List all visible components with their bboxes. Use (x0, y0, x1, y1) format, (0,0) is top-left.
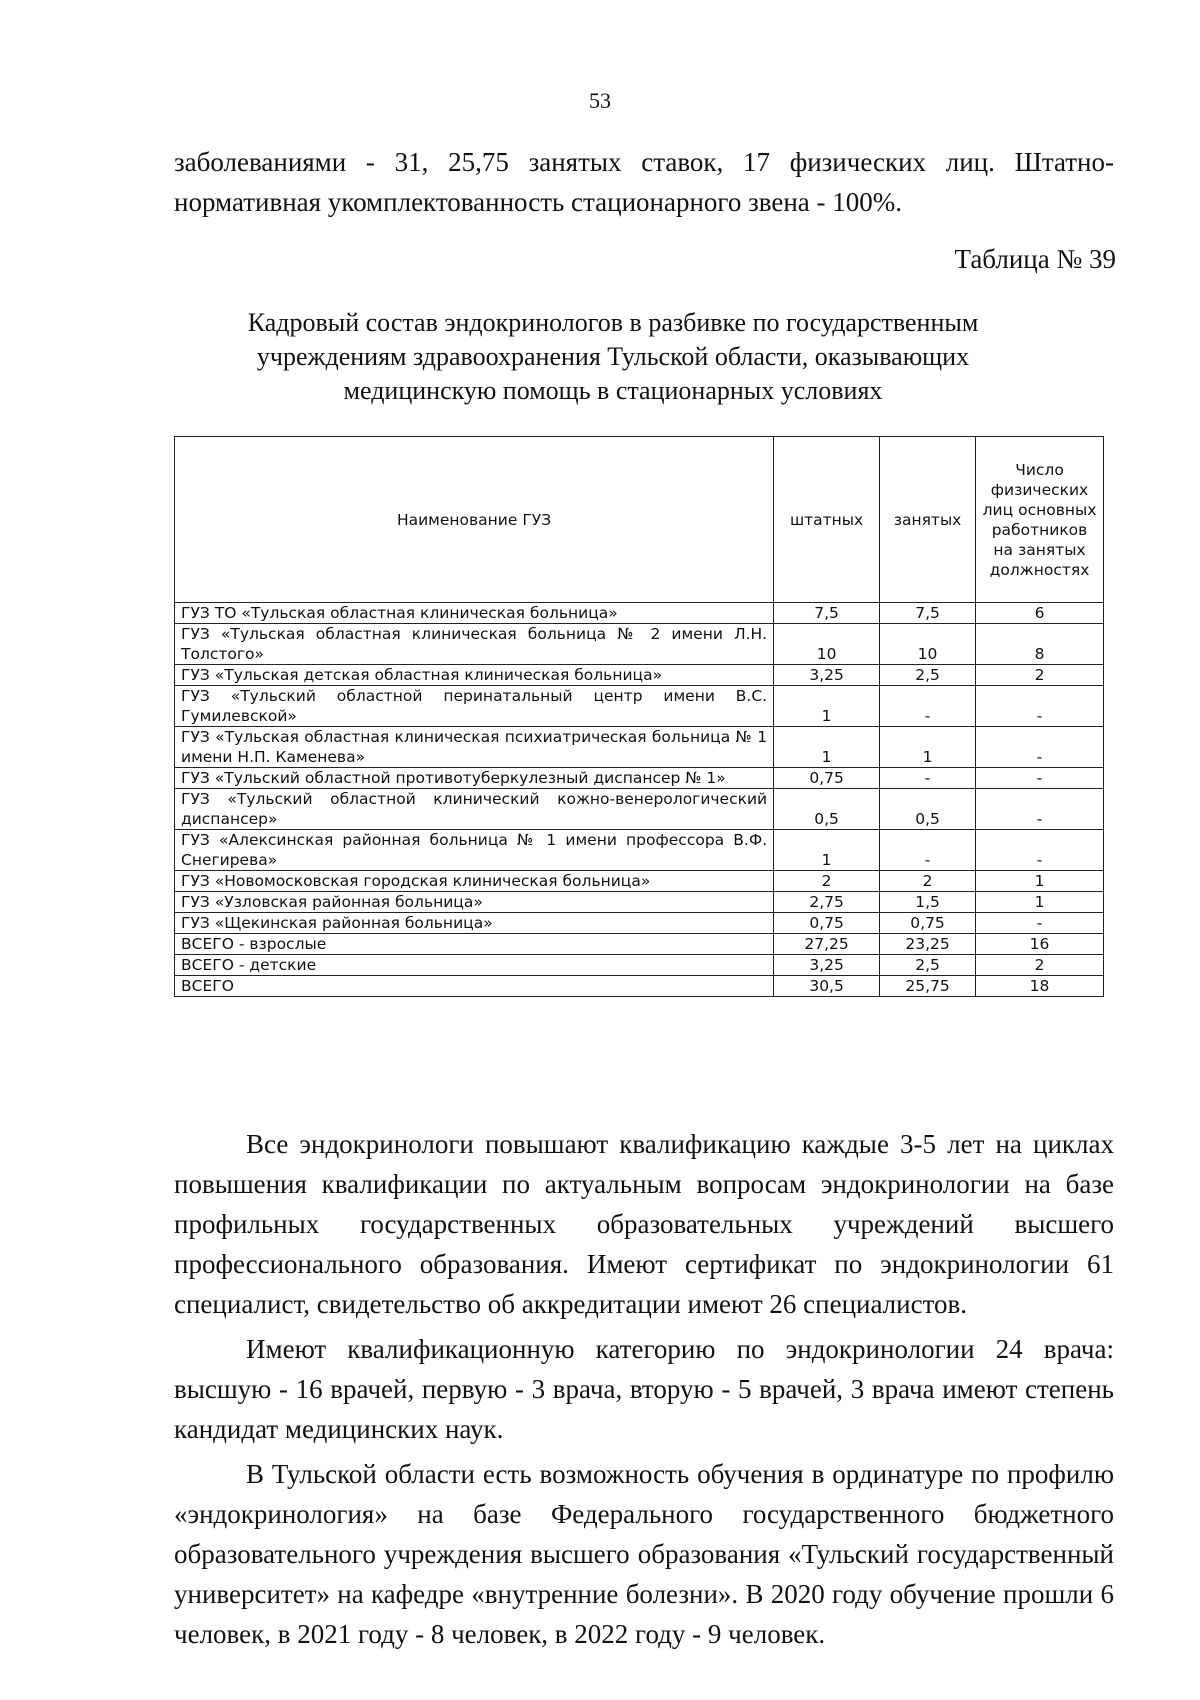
header-occupied-positions: занятых (880, 437, 976, 603)
cell-occupied: 1,5 (880, 892, 976, 913)
cell-staff: 3,25 (774, 955, 880, 976)
table-row (175, 768, 1104, 789)
cell-staff: 1 (774, 686, 880, 727)
cell-institution: ГУЗ «Тульский областной противотуберкулезный диспансер № 1» (175, 768, 774, 789)
table-title-line: медицинскую помощь в стационарных условиях (343, 376, 883, 405)
table-header-row (175, 437, 1104, 603)
header-staff-positions: штатных (774, 437, 880, 603)
cell-institution: ГУЗ «Алексинская районная больница № 1 имени профессора В.Ф. Снегирева» (175, 830, 774, 871)
cell-occupied: 0,75 (880, 913, 976, 934)
cell-institution: ГУЗ «Тульский областной перинатальный центр имени В.С. Гумилевской» (175, 686, 774, 727)
cell-staff: 0,5 (774, 789, 880, 830)
cell-staff: 1 (774, 727, 880, 768)
cell-persons: - (976, 789, 1104, 830)
cell-total-label: ВСЕГО - детские (175, 955, 774, 976)
table-title-line: учреждениям здравоохранения Тульской области, оказывающих (256, 342, 970, 371)
header-physical-persons: Число физических лиц основных работников на занятых должностях (976, 437, 1104, 603)
cell-occupied: 0,5 (880, 789, 976, 830)
table-row (175, 665, 1104, 686)
cell-persons: - (976, 830, 1104, 871)
paragraph-categories: Имеют квалификационную категорию по эндокринологии 24 врача: высшую - 16 врачей, первую - 3 врача, вторую - 5 врачей, 3 врача имеют степень кандидат медицинских наук. (174, 1334, 1114, 1444)
table-row (175, 686, 1104, 727)
table-row (175, 830, 1104, 871)
cell-occupied: 2 (880, 871, 976, 892)
cell-persons: 16 (976, 934, 1104, 955)
cell-occupied: 1 (880, 727, 976, 768)
cell-institution: ГУЗ «Тульская детская областная клиническая больница» (175, 665, 774, 686)
table-title-line: Кадровый состав эндокринологов в разбивке по государственным (247, 308, 979, 337)
cell-staff: 30,5 (774, 976, 880, 997)
cell-occupied: 23,25 (880, 934, 976, 955)
table-row (175, 871, 1104, 892)
cell-institution: ГУЗ «Тульский областной клинический кожно-венерологический диспансер» (175, 789, 774, 830)
cell-staff: 2 (774, 871, 880, 892)
cell-persons: 2 (976, 955, 1104, 976)
cell-institution: ГУЗ «Тульская областная клиническая больница № 2 имени Л.Н. Толстого» (175, 624, 774, 665)
table-number: Таблица № 39 (954, 244, 1116, 274)
lead-paragraph (174, 142, 1114, 222)
paragraph-qualification: Все эндокринологи повышают квалификацию каждые 3-5 лет на циклах повышения квалификации по актуальным вопросам эндокринологии на базе профильных государственных образовательных учреждений высшего профессионального образования. Имеют сертификат по эндокринологии 61 специалист, свидетельство об аккредитации имеют 26 специалистов. (174, 1129, 1114, 1319)
cell-persons: - (976, 913, 1104, 934)
staff-table (174, 436, 1104, 997)
cell-staff: 0,75 (774, 913, 880, 934)
cell-occupied: 10 (880, 624, 976, 665)
cell-staff: 2,75 (774, 892, 880, 913)
table-row (175, 892, 1104, 913)
cell-total-label: ВСЕГО - взрослые (175, 934, 774, 955)
cell-staff: 27,25 (774, 934, 880, 955)
paragraph-residency: В Тульской области есть возможность обучения в ординатуре по профилю «эндокринология» на базе Федерального государственного бюджетного образовательного учреждения высшего образования «Тульский государственный университет» на кафедре «внутренние болезни». В 2020 году обучение прошли 6 человек, в 2021 году - 8 человек, в 2022 году - 9 человек. (174, 1459, 1114, 1649)
cell-occupied: - (880, 830, 976, 871)
cell-staff: 7,5 (774, 603, 880, 624)
page-number: 53 (589, 88, 611, 113)
cell-institution: ГУЗ ТО «Тульская областная клиническая больница» (175, 603, 774, 624)
cell-persons: 1 (976, 871, 1104, 892)
cell-occupied: 7,5 (880, 603, 976, 624)
cell-institution: ГУЗ «Новомосковская городская клиническая больница» (175, 871, 774, 892)
table-title (180, 306, 1046, 408)
cell-staff: 1 (774, 830, 880, 871)
body-text (174, 1124, 1114, 1659)
table-total-row (175, 934, 1104, 955)
cell-staff: 10 (774, 624, 880, 665)
cell-persons: - (976, 768, 1104, 789)
cell-persons: 2 (976, 665, 1104, 686)
cell-persons: 8 (976, 624, 1104, 665)
cell-persons: - (976, 727, 1104, 768)
cell-institution: ГУЗ «Тульская областная клиническая психиатрическая больница № 1 имени Н.П. Каменева» (175, 727, 774, 768)
cell-institution: ГУЗ «Щекинская районная больница» (175, 913, 774, 934)
cell-occupied: - (880, 686, 976, 727)
cell-occupied: 2,5 (880, 955, 976, 976)
header-institution: Наименование ГУЗ (175, 437, 774, 603)
cell-occupied: 25,75 (880, 976, 976, 997)
table-total-row (175, 976, 1104, 997)
cell-occupied: 2,5 (880, 665, 976, 686)
table-row (175, 727, 1104, 768)
cell-occupied: - (880, 768, 976, 789)
lead-text: заболеваниями - 31, 25,75 занятых ставок, 17 физических лиц. Штатно-нормативная укомплектованность стационарного звена - 100%. (174, 147, 1114, 217)
cell-staff: 0,75 (774, 768, 880, 789)
table-row (175, 603, 1104, 624)
table-row (175, 624, 1104, 665)
table-row (175, 789, 1104, 830)
cell-persons: - (976, 686, 1104, 727)
cell-institution: ГУЗ «Узловская районная больница» (175, 892, 774, 913)
cell-persons: 6 (976, 603, 1104, 624)
cell-staff: 3,25 (774, 665, 880, 686)
table-total-row (175, 955, 1104, 976)
cell-persons: 18 (976, 976, 1104, 997)
cell-persons: 1 (976, 892, 1104, 913)
table-row (175, 913, 1104, 934)
cell-total-label: ВСЕГО (175, 976, 774, 997)
